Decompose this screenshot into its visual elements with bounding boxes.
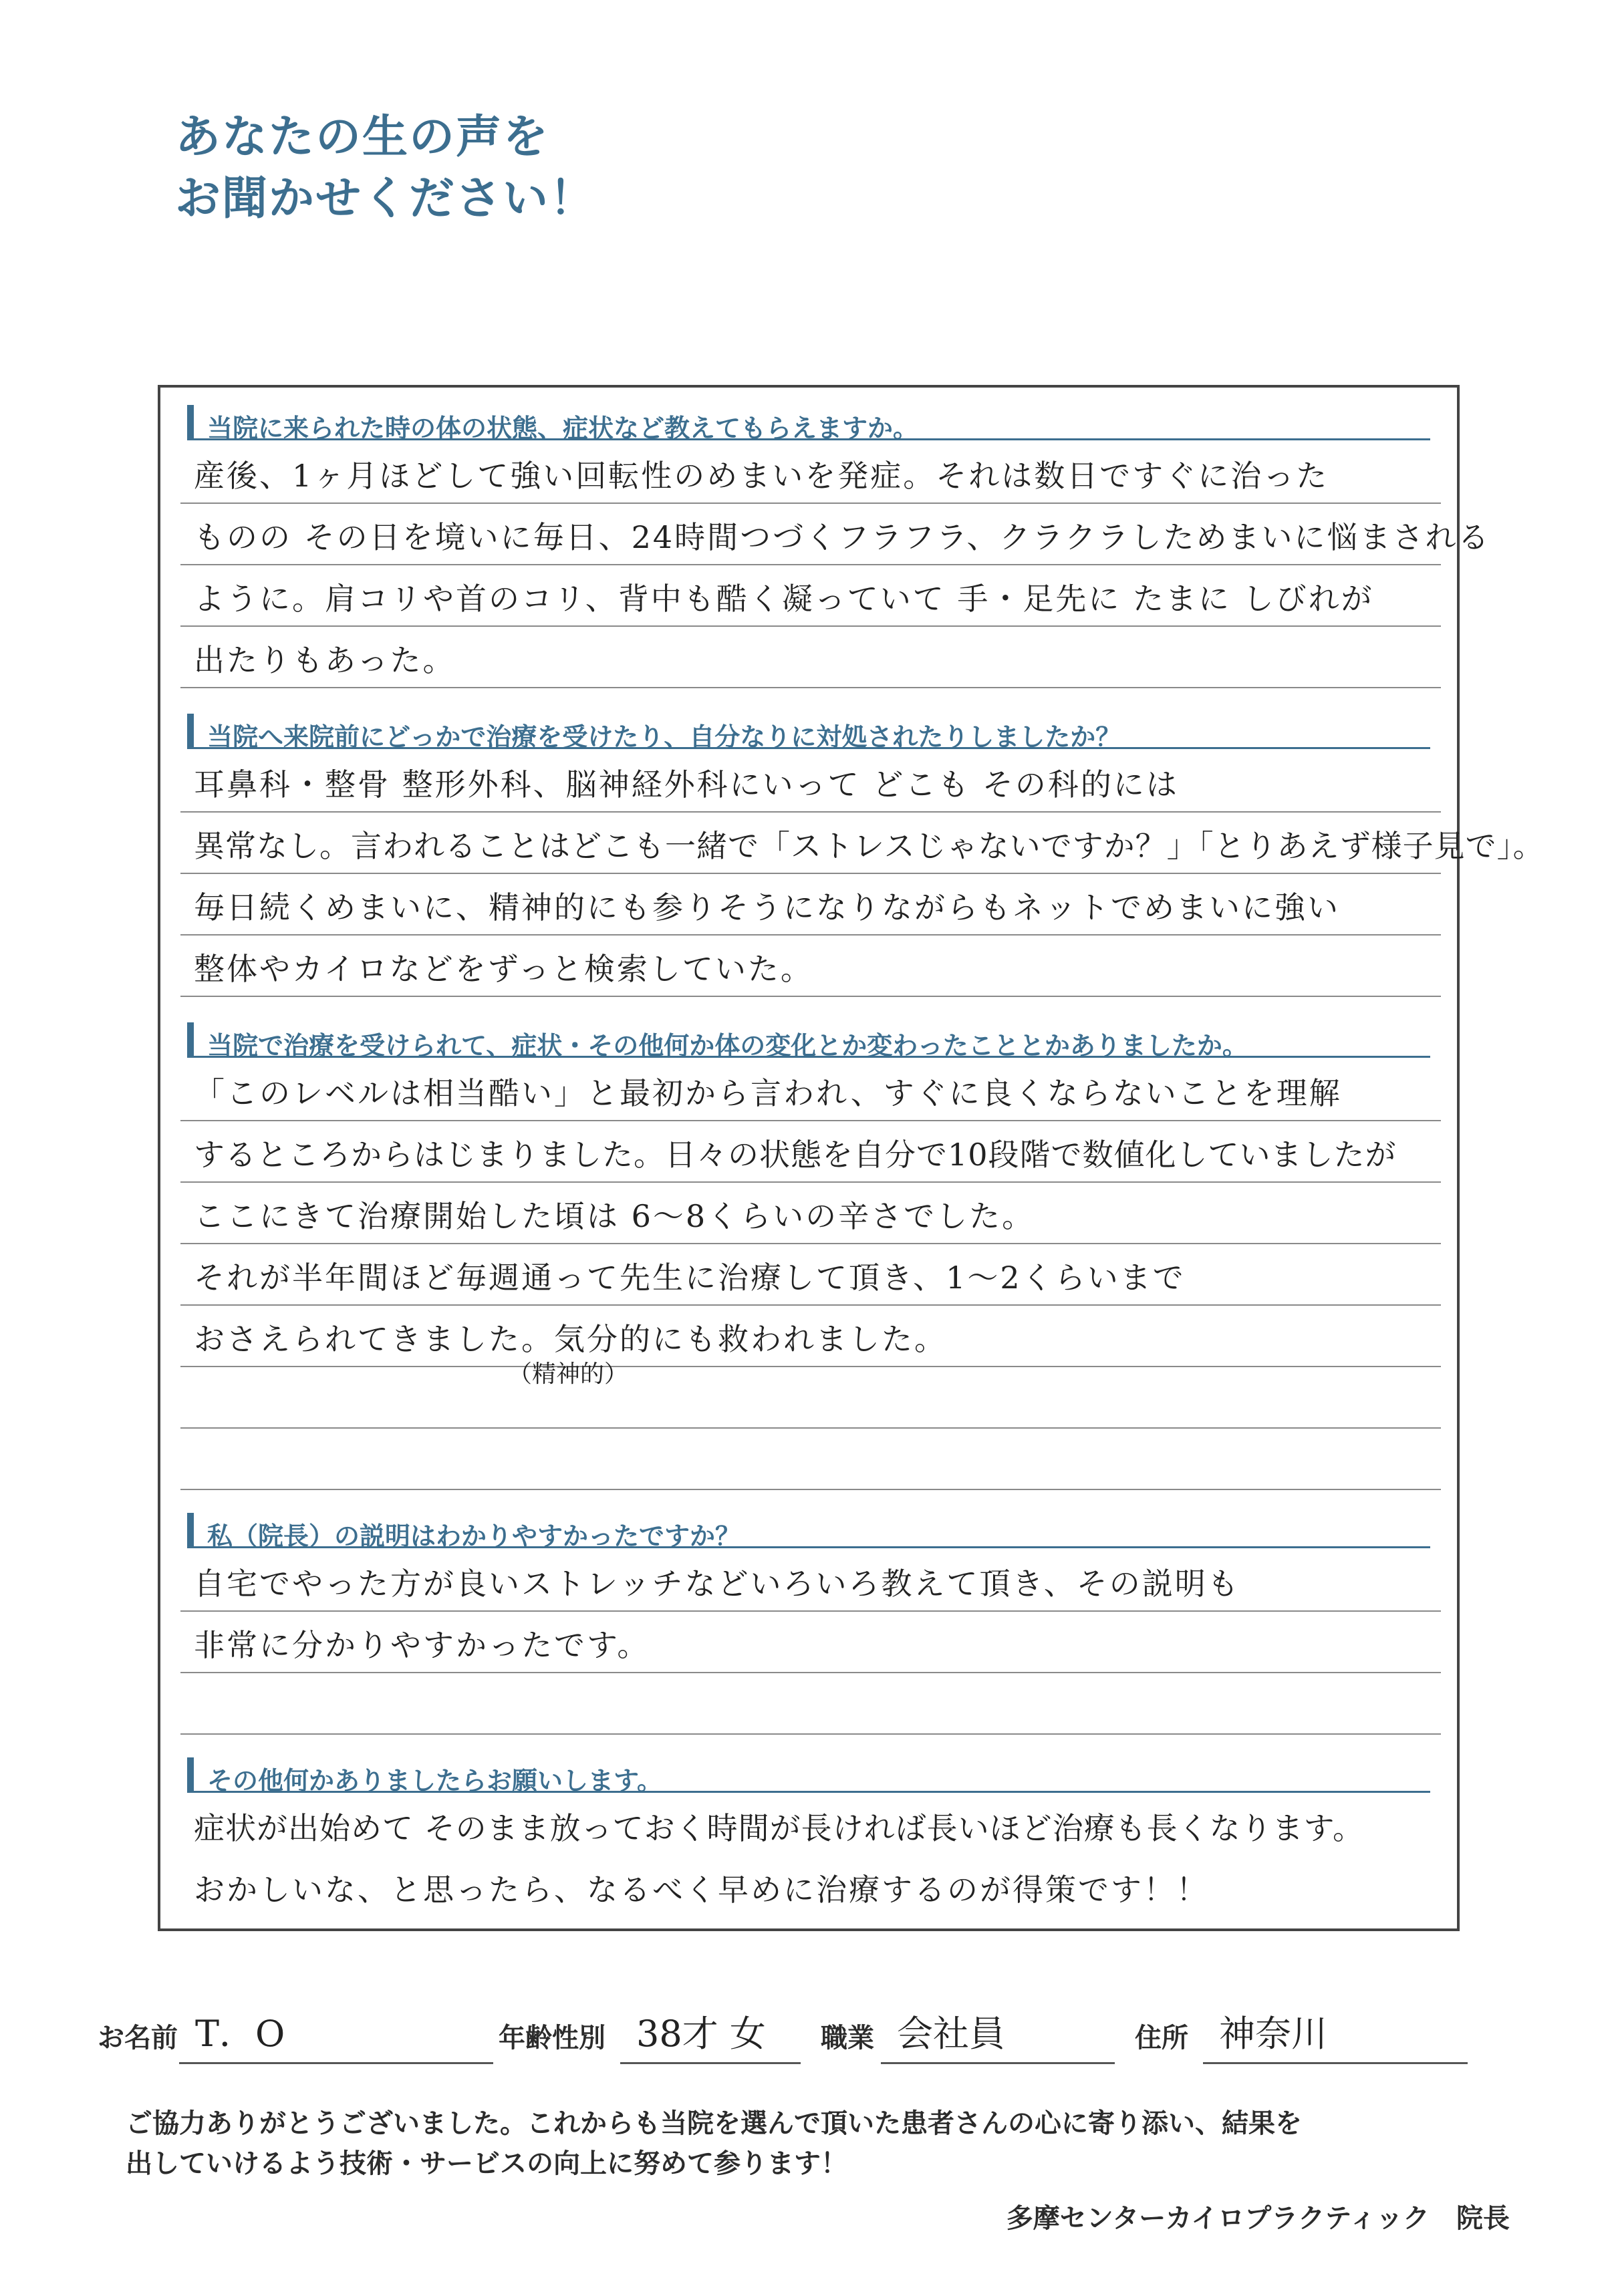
question-header: [187, 714, 1430, 752]
answer-line: [180, 1855, 1441, 1916]
answer-line: [180, 811, 1545, 874]
question-header: [187, 1022, 1430, 1058]
answer-line: [180, 1058, 1441, 1121]
answer-line: [180, 1427, 1441, 1490]
question-header: [187, 405, 1430, 443]
occupation-label: 職業: [821, 2023, 874, 2053]
question-marker: [187, 1022, 194, 1056]
thanks-line: 出していけるよう技術・サービスの向上に努めて参ります！: [126, 2148, 847, 2179]
question-text: 当院で治療を受けられて、症状・その他何か体の変化とか変わったこととかありましたか。: [207, 1031, 1248, 1060]
name-field: [179, 1998, 493, 2064]
handwritten-answer: 出たりもあった。: [194, 642, 456, 678]
question-marker: [187, 1757, 194, 1791]
name-label: お名前: [98, 2023, 178, 2053]
name-value: T．O: [195, 2013, 285, 2055]
answer-line: [180, 1672, 1441, 1735]
answer-line: [180, 441, 1441, 504]
handwritten-answer: ように。肩コリや首のコリ、背中も酷く凝っていて 手・足先に たまに しびれが: [194, 581, 1374, 617]
age-gender-field: [620, 1998, 801, 2064]
question-text: その他何かありましたらお願いします。: [207, 1766, 662, 1796]
answer-line: [180, 873, 1441, 936]
address-value: 神奈川: [1219, 2013, 1327, 2055]
handwritten-answer: 自宅でやった方が良いストレッチなどいろいろ教えて頂き、その説明も: [194, 1566, 1240, 1602]
clinic-signature: 多摩センターカイロプラクティック 院長: [1006, 2203, 1510, 2234]
answer-line: [180, 625, 1441, 688]
respondent-info: [0, 1998, 1610, 2078]
survey-form: [158, 385, 1545, 1931]
answer-line: [180, 750, 1441, 813]
address-field: [1203, 1998, 1468, 2064]
answer-line: [180, 1793, 1441, 1855]
page-title-line2: お聞かせください！: [175, 172, 597, 225]
age-gender-value: 38才 女: [636, 2013, 766, 2055]
thanks-line: ご協力ありがとうございました。これからも当院を選んで頂いた患者さんの心に寄り添い、結果を: [126, 2108, 1302, 2139]
handwritten-answer: するところからはじまりました。日々の状態を自分で10段階で数値化していましたが: [194, 1137, 1397, 1173]
answer-line: [180, 1120, 1441, 1183]
answer-line: [180, 1181, 1441, 1244]
handwritten-answer: 症状が出始めて そのまま放っておく時間が長ければ長いほど治療も長くなります。: [194, 1810, 1364, 1846]
handwritten-answer: ここにきて治療開始した頃は 6〜8くらいの辛さでした。: [194, 1198, 1035, 1234]
handwritten-answer: 「このレベルは相当酷い」と最初から言われ、すぐに良くならないことを理解: [194, 1075, 1342, 1111]
answer-line: [180, 564, 1441, 627]
question-marker: [187, 405, 194, 438]
occupation-value: 会社員: [897, 2013, 1005, 2055]
answer-line: [180, 1549, 1441, 1612]
handwritten-answer: おさえられてきました。気分的にも救われました。: [194, 1321, 947, 1357]
page-title: [175, 107, 596, 230]
handwritten-answer: ものの その日を境いに毎日、24時間つづくフラフラ、クラクラしためまいに悩まされる: [194, 519, 1491, 555]
answer-line: [180, 1304, 1441, 1367]
address-label: 住所: [1135, 2023, 1188, 2053]
question-header: [187, 1757, 1430, 1796]
handwritten-answer: 異常なし。言われることはどこも一緒で「ストレスじゃないですか？」「とりあえず様子見で」。: [194, 828, 1545, 864]
answer-line: [180, 1360, 1441, 1429]
page-title-line1: あなたの生の声を: [175, 111, 550, 164]
answer-line: [180, 1243, 1441, 1306]
question-text: 私（院長）の説明はわかりやすかったですか？: [207, 1522, 741, 1551]
handwritten-answer: それが半年間ほど毎週通って先生に治療して頂き、1〜2くらいまで: [194, 1260, 1186, 1296]
answer-line: [180, 503, 1491, 565]
answer-line: [180, 934, 1441, 997]
handwritten-answer: 非常に分かりやすかったです。: [194, 1627, 650, 1663]
age-gender-label: 年齢性別: [499, 2023, 606, 2053]
handwritten-note: （精神的）: [508, 1360, 629, 1388]
question-marker: [187, 1513, 194, 1546]
thanks-message: [126, 2104, 1462, 2184]
question-text: 当院に来られた時の体の状態、症状など教えてもらえますか。: [207, 414, 919, 443]
question-marker: [187, 714, 194, 747]
question-text: 当院へ来院前にどっかで治療を受けたり、自分なりに対処されたりしましたか？: [207, 722, 1121, 752]
handwritten-answer: 毎日続くめまいに、精神的にも参りそうになりながらもネットでめまいに強い: [194, 889, 1340, 925]
handwritten-answer: 整体やカイロなどをずっと検索していた。: [194, 951, 813, 987]
question-header: [187, 1513, 1430, 1551]
handwritten-answer: 耳鼻科・整骨 整形外科、脳神経外科にいって どこも その科的には: [194, 766, 1179, 803]
handwritten-answer: 産後、1ヶ月ほどして強い回転性のめまいを発症。それは数日ですぐに治った: [194, 458, 1329, 494]
answer-line: [180, 1610, 1441, 1673]
occupation-field: [881, 1998, 1115, 2064]
handwritten-answer: おかしいな、と思ったら、なるべく早めに治療するのが得策です！！: [194, 1872, 1209, 1908]
